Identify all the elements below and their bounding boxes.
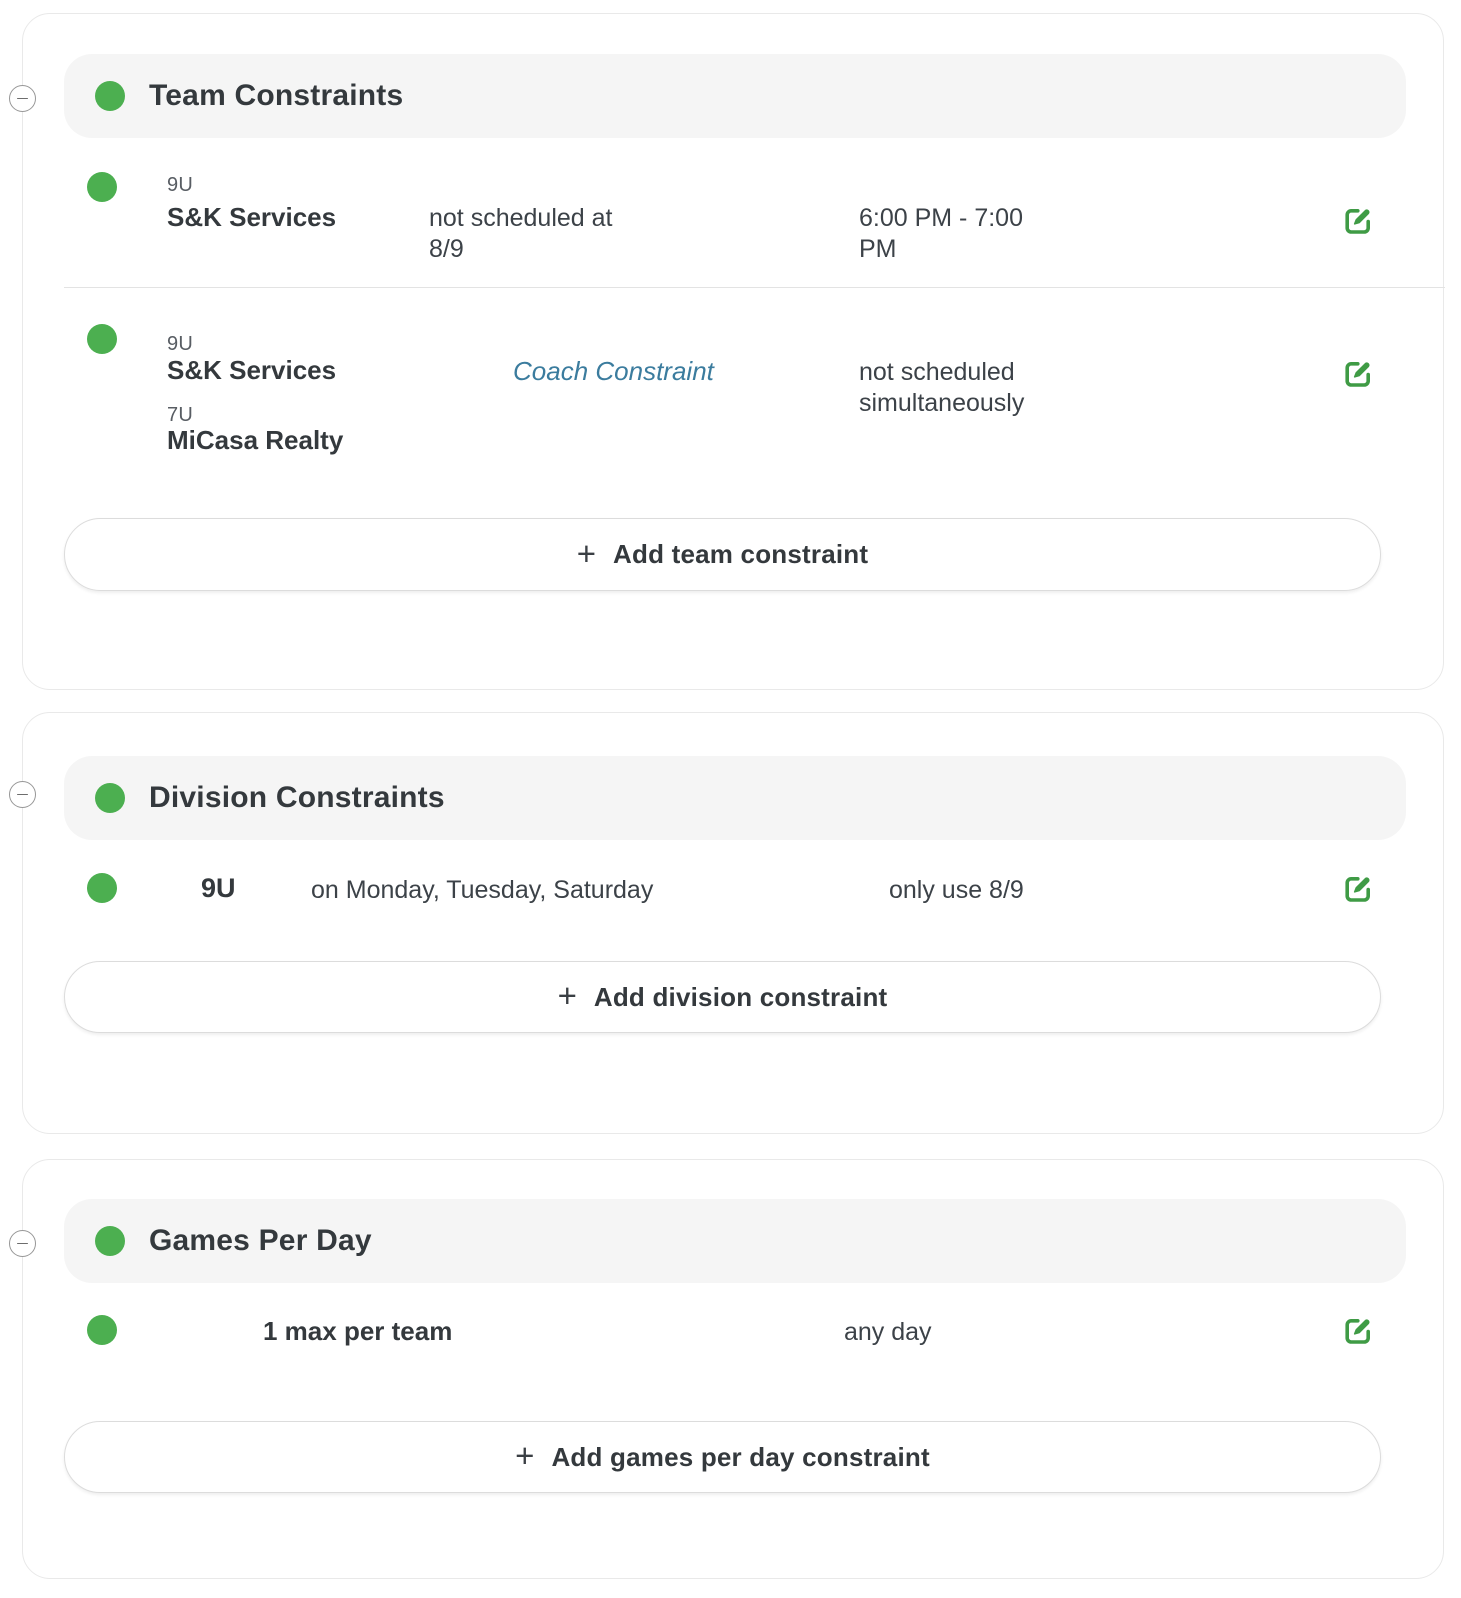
coach-constraint-link[interactable]: Coach Constraint [513,356,714,386]
minus-icon [17,98,28,100]
status-dot [87,873,117,903]
edit-constraint-button[interactable] [1343,874,1373,904]
constraint-description: on Monday, Tuesday, Saturday [311,876,654,904]
edit-pencil-icon [1343,359,1373,389]
plus-icon: + [576,534,597,572]
minus-icon [17,794,28,796]
team-name: S&K Services [167,355,337,385]
edit-constraint-button[interactable] [1343,359,1373,389]
constraint-description: not scheduled at 8/9 [429,204,613,263]
add-games-per-day-constraint-button[interactable] [64,1421,1381,1493]
division-constraints-header [64,756,1406,840]
games-limit: 1 max per team [263,1316,453,1346]
division-constraints-card [22,712,1444,1134]
status-dot [95,1226,125,1256]
division-label: 7U [167,404,194,426]
section-title: Team Constraints [149,79,404,112]
edit-pencil-icon [1343,874,1373,904]
constraint-value: any day [844,1318,932,1346]
team-constraints-card [22,13,1444,690]
add-team-constraint-button[interactable] [64,518,1381,591]
collapse-games-per-day-button[interactable] [9,1230,36,1257]
status-dot [87,172,117,202]
section-title: Games Per Day [149,1224,372,1257]
row-divider [64,287,1445,288]
division-label: 9U [167,174,194,196]
constraint-value: only use 8/9 [889,876,1024,904]
minus-icon [17,1243,28,1245]
add-button-label: Add games per day constraint [551,1441,930,1472]
status-dot [87,1315,117,1345]
edit-pencil-icon [1343,1316,1373,1346]
edit-constraint-button[interactable] [1343,1316,1373,1346]
plus-icon: + [557,977,577,1014]
status-dot [95,783,125,813]
add-button-label: Add team constraint [613,539,869,569]
collapse-team-constraints-button[interactable] [9,85,36,112]
edit-pencil-icon [1343,206,1373,236]
status-dot [87,324,117,354]
division-label: 9U [201,873,236,903]
section-title: Division Constraints [149,781,445,814]
constraint-value: 6:00 PM - 7:00 PM [859,204,1023,263]
add-division-constraint-button[interactable] [64,961,1381,1033]
plus-icon: + [515,1437,535,1474]
division-label: 9U [167,333,194,355]
team-name: S&K Services [167,202,337,232]
games-per-day-card [22,1159,1444,1579]
games-per-day-header [64,1199,1406,1283]
status-dot [95,81,125,111]
team-constraints-header [64,54,1406,138]
collapse-division-constraints-button[interactable] [9,781,36,808]
add-button-label: Add division constraint [593,981,888,1012]
constraint-value: not scheduled simultaneously [859,358,1025,417]
team-name: MiCasa Realty [167,425,344,455]
edit-constraint-button[interactable] [1343,206,1373,236]
